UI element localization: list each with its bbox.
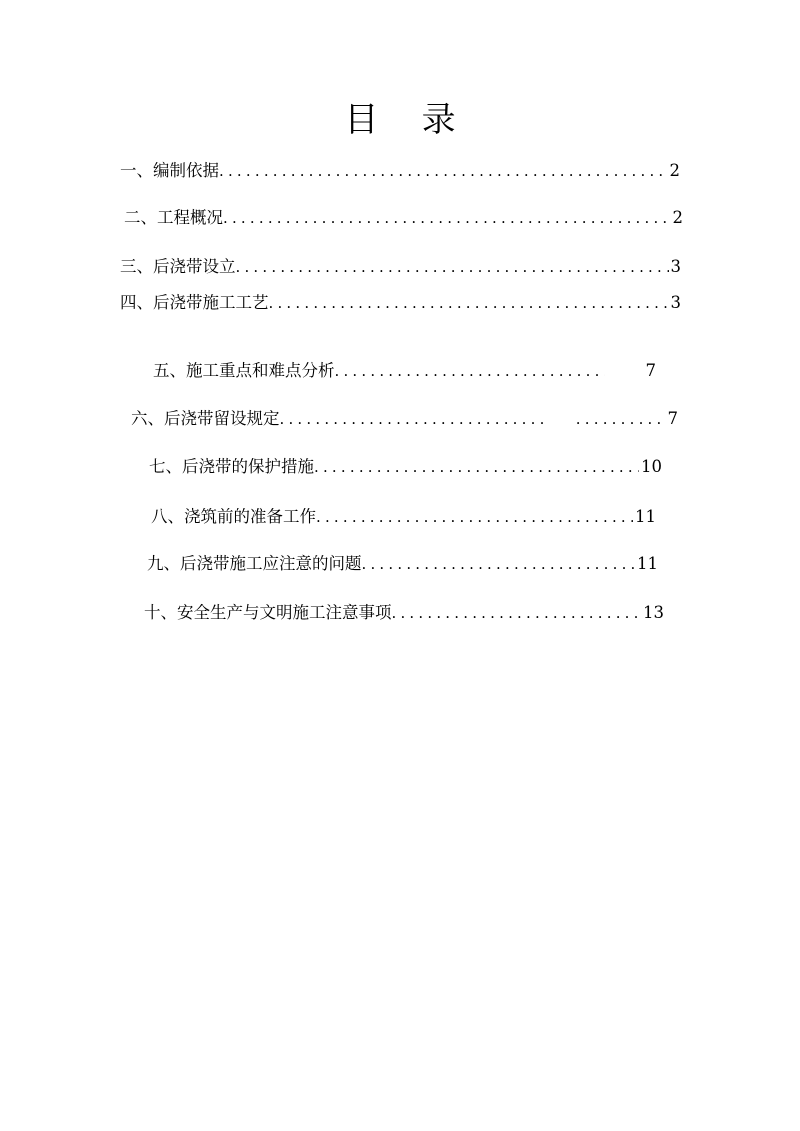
- toc-entry-label: 七、后浇带的保护措施: [149, 457, 314, 476]
- toc-leader-dots: [219, 159, 668, 183]
- toc-entry-page: 7: [645, 361, 656, 380]
- toc-entry-page: 3: [670, 293, 681, 312]
- toc-entry[interactable]: [151, 505, 656, 529]
- toc-leader-dots: [572, 407, 666, 431]
- toc-entry-page: 2: [669, 161, 680, 180]
- toc-entry[interactable]: [124, 206, 683, 230]
- toc-entry[interactable]: [120, 291, 681, 315]
- toc-entry-label: 六、后浇带留设规定: [131, 409, 280, 428]
- toc-entry-page: 3: [670, 257, 681, 276]
- toc-entry[interactable]: [147, 552, 658, 576]
- toc-entry-label: 十、安全生产与文明施工注意事项: [144, 603, 392, 622]
- toc-entry-label: 四、后浇带施工工艺: [120, 293, 269, 312]
- toc-entry-page: 11: [635, 507, 656, 526]
- toc-leader-dots: [236, 255, 669, 279]
- toc-leader-dots: [280, 407, 548, 431]
- toc-leader-dots: [392, 601, 642, 625]
- toc-entry-label: 八、浇筑前的准备工作: [151, 507, 316, 526]
- toc-leader-dots: [223, 206, 671, 230]
- toc-entry[interactable]: [120, 255, 681, 279]
- toc-leader-dots: [316, 505, 633, 529]
- toc-entry-label: 五、施工重点和难点分析: [153, 361, 335, 380]
- toc-entry-label: 二、工程概况: [124, 208, 223, 227]
- toc-entry[interactable]: [120, 159, 680, 183]
- toc-entry[interactable]: [149, 455, 662, 479]
- toc-entry-page: 11: [637, 554, 658, 573]
- toc-entry[interactable]: [144, 601, 664, 625]
- toc-title: 目 录: [344, 100, 456, 140]
- toc-entry-page: 13: [643, 603, 664, 622]
- toc-leader-dots: [362, 552, 636, 576]
- toc-entry[interactable]: [153, 359, 656, 383]
- toc-entry-label: 三、后浇带设立: [120, 257, 236, 276]
- toc-leader-dots: [269, 291, 669, 315]
- toc-entry-label: 九、后浇带施工应注意的问题: [147, 554, 362, 573]
- toc-entry-page: 7: [667, 409, 678, 428]
- toc-leader-dots: [335, 359, 605, 383]
- toc-entry-page: 10: [641, 457, 662, 476]
- toc-entry-page: 2: [672, 208, 683, 227]
- toc-leader-dots: [314, 455, 639, 479]
- toc-entry[interactable]: [131, 407, 678, 431]
- toc-entry-label: 一、编制依据: [120, 161, 219, 180]
